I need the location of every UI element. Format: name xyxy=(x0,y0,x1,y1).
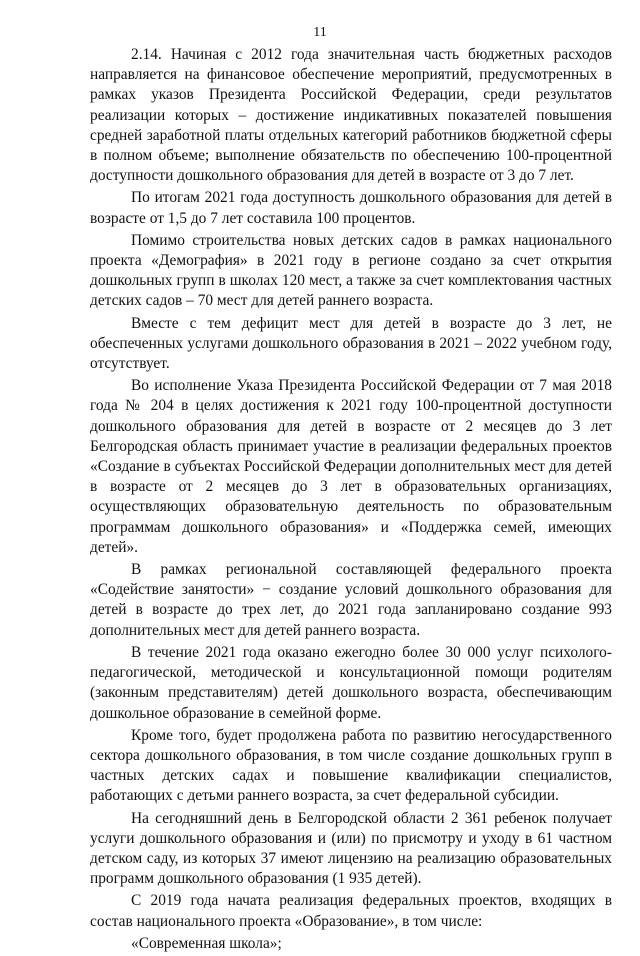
paragraph-deficit: Вместе с тем дефицит мест для детей в возрасте до 3 лет, не обеспеченных услугами дошкольного образования в 2021 – 2022 учебном году, отсутствует. xyxy=(90,314,612,373)
paragraph-federal-projects: С 2019 года начата реализация федеральных проектов, входящих в состав национального проекта «Образование», в том числе: xyxy=(90,892,612,930)
paragraph-demography-project: Помимо строительства новых детских садов в рамках национального проекта «Демография» в 2021 году в регионе создано за счет открытия дошкольных групп в школах 120 мест, а также за счет комплектования частных детских садов – 70 мест для детей раннего возраста. xyxy=(90,231,612,310)
paragraph-modern-school: «Современная школа»; xyxy=(131,934,282,952)
document-body xyxy=(90,45,612,956)
page-number: 11 xyxy=(313,25,327,40)
paragraph-private-sector: Кроме того, будет продолжена работа по развитию негосударственного сектора дошкольного образования, в том числе создание дошкольных групп в частных детских садах и повышение квалификации специалистов, работающих с детьми раннего возраста, за счет федеральной субсидии. xyxy=(90,726,612,805)
paragraph-employment-project: В рамках региональной составляющей федерального проекта «Содействие занятости» − создание условий дошкольного образования для детей в возрасте до трех лет, до 2021 года запланировано создание 993 дополнительных мест для детей раннего возраста. xyxy=(90,561,612,639)
paragraph-private-kindergartens: На сегодняшний день в Белгородской области 2 361 ребенок получает услуги дошкольного образования и (или) по присмотру и уходу в 61 частном детском саду, из которых 37 имеют лицензию на реализацию образовательных программ дошкольного образования (1 935 детей). xyxy=(90,809,612,888)
paragraph-accessibility-2021: По итогам 2021 года доступность дошкольного образования для детей в возрасте от 1,5 до 7 лет составила 100 процентов. xyxy=(90,189,612,227)
paragraph-decree-204: Во исполнение Указа Президента Российской Федерации от 7 мая 2018 года № 204 в целях достижения к 2021 году 100-процентной доступности дошкольного образования для детей в возрасте от 2 месяцев до 3 лет Белгородская область принимает участие в реализации федеральных проектов «Создание в субъектах Российской Федерации дополнительных мест для детей в возрасте от 2 месяцев до 3 лет в образовательных организациях, осуществляющих образовательную деятельность по образовательным программам дошкольного образования» и «Поддержка семей, имеющих детей». xyxy=(90,377,612,556)
paragraph-2-14: 2.14. Начиная с 2012 года значительная часть бюджетных расходов направляется на финансовое обеспечение мероприятий, предусмотренных в рамках указов Президента Российской Федерации, среди результатов реализации которых – достижение индикативных показателей повышения средней заработной платы отдельных категорий работников бюджетной сферы в полном объеме; выполнение обязательств по обеспечению 100-процентной доступности дошкольного образования для детей в возрасте от 3 до 7 лет. xyxy=(90,46,612,185)
paragraph-consulting-services: В течение 2021 года оказано ежегодно более 30 000 услуг психолого-педагогической, методической и консультационной помощи родителям (законным представителям) детей дошкольного возраста, обеспечивающим дошкольное образование в семейной форме. xyxy=(90,643,612,722)
